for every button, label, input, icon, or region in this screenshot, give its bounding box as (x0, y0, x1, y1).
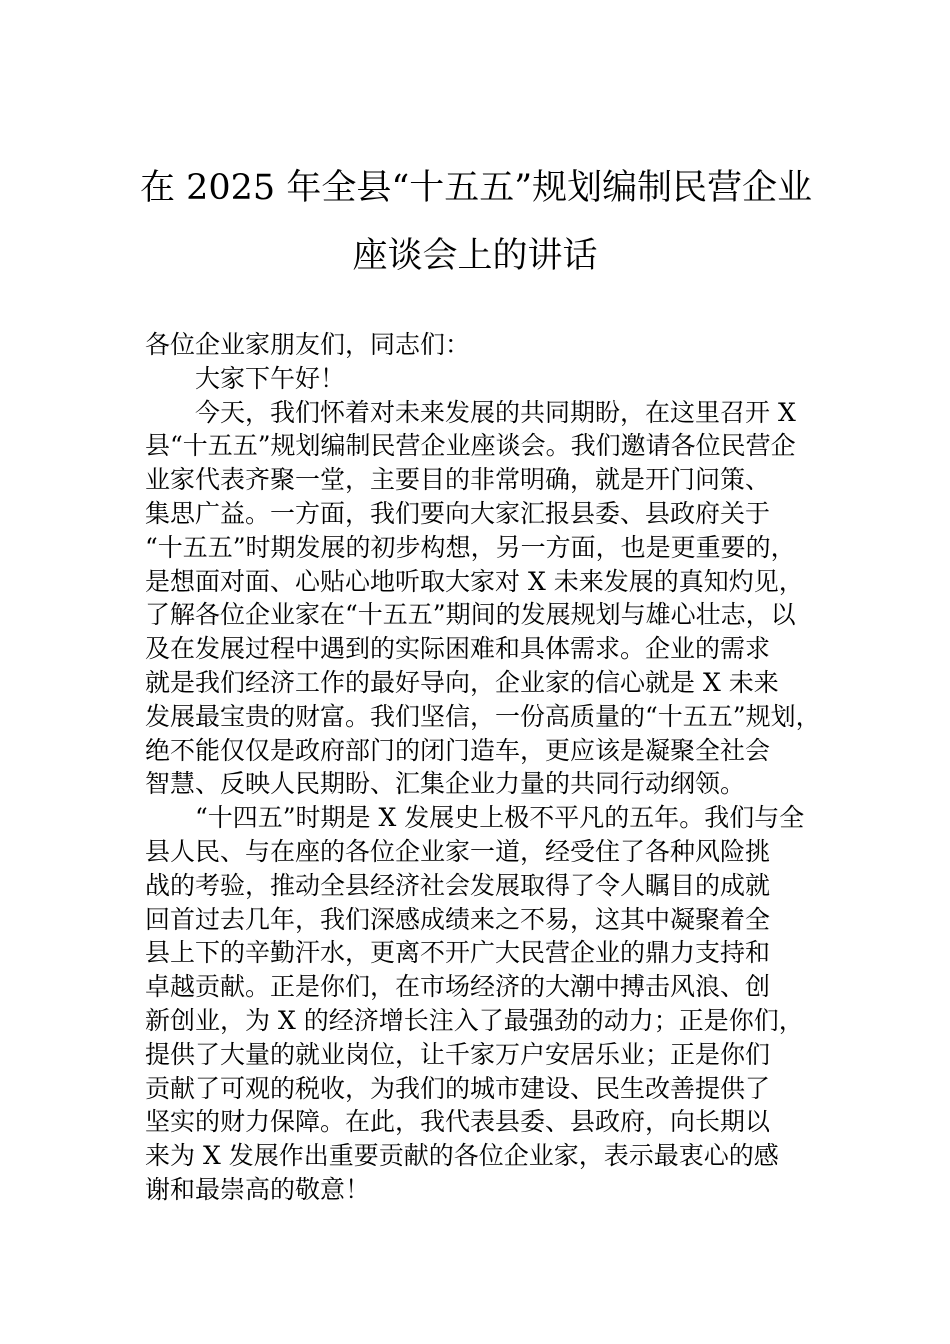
body-text-line: “十五五”时期发展的初步构想，另一方面，也是更重要的， (145, 532, 796, 562)
body-text-line: 及在发展过程中遇到的实际困难和具体需求。企业的需求 (145, 634, 771, 664)
document-title-line-1: 在 2025 年全县“十五五”规划编制民营企业 (140, 168, 813, 208)
body-text-line: 智慧、反映人民期盼、汇集企业力量的共同行动纲领。 (145, 769, 746, 799)
body-text-line: “十四五”时期是 X 发展史上极不平凡的五年。我们与全 (195, 803, 805, 833)
body-text-line: 是想面对面、心贴心地听取大家对 X 未来发展的真知灼见， (145, 566, 804, 596)
body-text-line: 来为 X 发展作出重要贡献的各位企业家，表示最衷心的感 (145, 1141, 779, 1171)
body-text-line: 回首过去几年，我们深感成绩来之不易，这其中凝聚着全 (145, 904, 771, 934)
body-text-line: 谢和最崇高的敬意！ (145, 1174, 371, 1204)
body-text-line: 绝不能仅仅是政府部门的闭门造车，更应该是凝聚全社会 (145, 735, 771, 765)
body-text-line: 业家代表齐聚一堂，主要目的非常明确，就是开门问策、 (145, 465, 771, 495)
body-text-line: 新创业，为 X 的经济增长注入了最强劲的动力；正是你们， (145, 1005, 804, 1035)
body-text-line: 县“十五五”规划编制民营企业座谈会。我们邀请各位民营企 (145, 431, 796, 461)
body-text-line: 贡献了可观的税收，为我们的城市建设、民生改善提供了 (145, 1073, 771, 1103)
body-text-line: 卓越贡献。正是你们，在市场经济的大潮中搏击风浪、创 (145, 972, 771, 1002)
body-text-line: 今天，我们怀着对未来发展的共同期盼，在这里召开 X (195, 397, 796, 427)
document-title-line-2: 座谈会上的讲话 (352, 236, 598, 276)
body-text-line: 就是我们经济工作的最好导向，企业家的信心就是 X 未来 (145, 667, 779, 697)
body-text-line: 县人民、与在座的各位企业家一道，经受住了各种风险挑 (145, 836, 771, 866)
body-text-line: 县上下的辛勤汗水，更离不开广大民营企业的鼎力支持和 (145, 938, 771, 968)
body-text-line: 大家下午好！ (195, 363, 346, 393)
body-text-line: 战的考验，推动全县经济社会发展取得了令人瞩目的成就 (145, 870, 771, 900)
body-text-line: 了解各位企业家在“十五五”期间的发展规划与雄心壮志，以 (145, 600, 796, 630)
body-text-line: 集思广益。一方面，我们要向大家汇报县委、县政府关于 (145, 498, 771, 528)
document-body (145, 328, 835, 1207)
body-text-line: 提供了大量的就业岗位，让千家万户安居乐业；正是你们 (145, 1039, 771, 1069)
body-text-line: 发展最宝贵的财富。我们坚信，一份高质量的“十五五”规划， (145, 701, 821, 731)
body-text-line: 各位企业家朋友们，同志们： (145, 330, 471, 359)
body-text-line: 坚实的财力保障。在此，我代表县委、县政府，向长期以 (145, 1107, 771, 1137)
